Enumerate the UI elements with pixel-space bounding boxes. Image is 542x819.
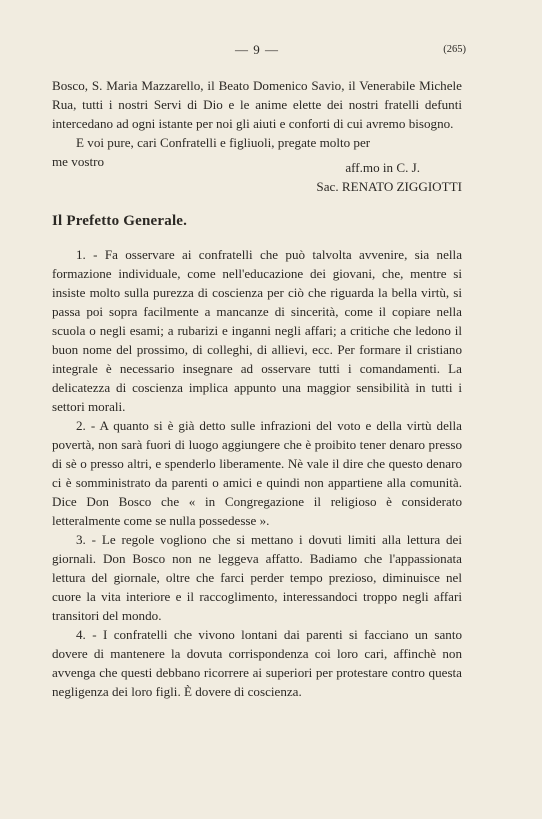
signature-row <box>52 152 462 175</box>
signature-line-1: aff.mo in C. J. <box>345 160 420 175</box>
body-text <box>52 76 462 701</box>
intro-paragraph: Bosco, S. Maria Mazzarello, il Beato Domenico Savio, il Venerabile Michele Rua, tutti i nostri Servi di Dio e le anime elette dei nostri fratelli defunti intercedano ad ogni istante per noi gli aiuti e conforti di cui avremo bisogno. <box>52 78 462 131</box>
paragraph-1: 1. - Fa osservare ai confratelli che può talvolta avvenire, sia nella formazione individuale, come nell'educazione dei giovani, che, mentre si insiste molto sulla purezza di coscienza per ciò che riguarda la bella virtù, si passa poi sopra facilmente a mancanze di sincerità, come il copiare nella scuola o negli esami; a rubarizi e inganni negli affari; a critiche che ledono il buon nome del prossimo, di colleghi, di allievi, ecc. Per formare il cristiano integrale è necessario insegnare ad osservare tutti i comandamenti. La delicatezza di coscienza implica appunto una maggior sensibilità in tutti i settori morali. <box>52 247 462 414</box>
page-number: — 9 — <box>235 42 279 57</box>
closing-line: E voi pure, cari Confratelli e figliuoli, pregate molto per <box>76 135 371 150</box>
page-code: (265) <box>443 44 466 55</box>
closing-tail: me vostro <box>52 154 105 169</box>
paragraph-2: 2. - A quanto si è già detto sulle infrazioni del voto e della virtù della povertà, non sarà fuori di luogo aggiungere che è proibito tener denaro presso di sè o presso altri, e spenderlo liberamente. Nè vale il dire che questo denaro ci è somministrato da parenti o amici e quindi non appartiene alla comunità. Dice Don Bosco che « in Congregazione il religioso è considerato letteralmente come se nulla possedesse ». <box>52 418 462 528</box>
paragraph-3: 3. - Le regole vogliono che si mettano i dovuti limiti alla lettura dei giornali. Don Bosco non ne leggeva affatto. Badiamo che l'appassionata lettura del giornale, oltre che farci perder tempo prezioso, diminuisce nel cuore la vita interiore e il raccoglimento, interessandoci troppo negli affari transitori del mondo. <box>52 532 462 623</box>
section-title: Il Prefetto Generale. <box>52 213 188 229</box>
page-header <box>52 36 466 58</box>
signature-name: Sac. RENATO ZIGGIOTTI <box>316 179 462 194</box>
paragraph-4: 4. - I confratelli che vivono lontani dai parenti si facciano un santo dovere di mantenere la dovuta corrispondenza coi loro cari, affinchè non avvenga che questi debbano ricorrere ai superiori per protestare contro questa negligenza dei loro figli. È dovere di coscienza. <box>52 627 462 699</box>
